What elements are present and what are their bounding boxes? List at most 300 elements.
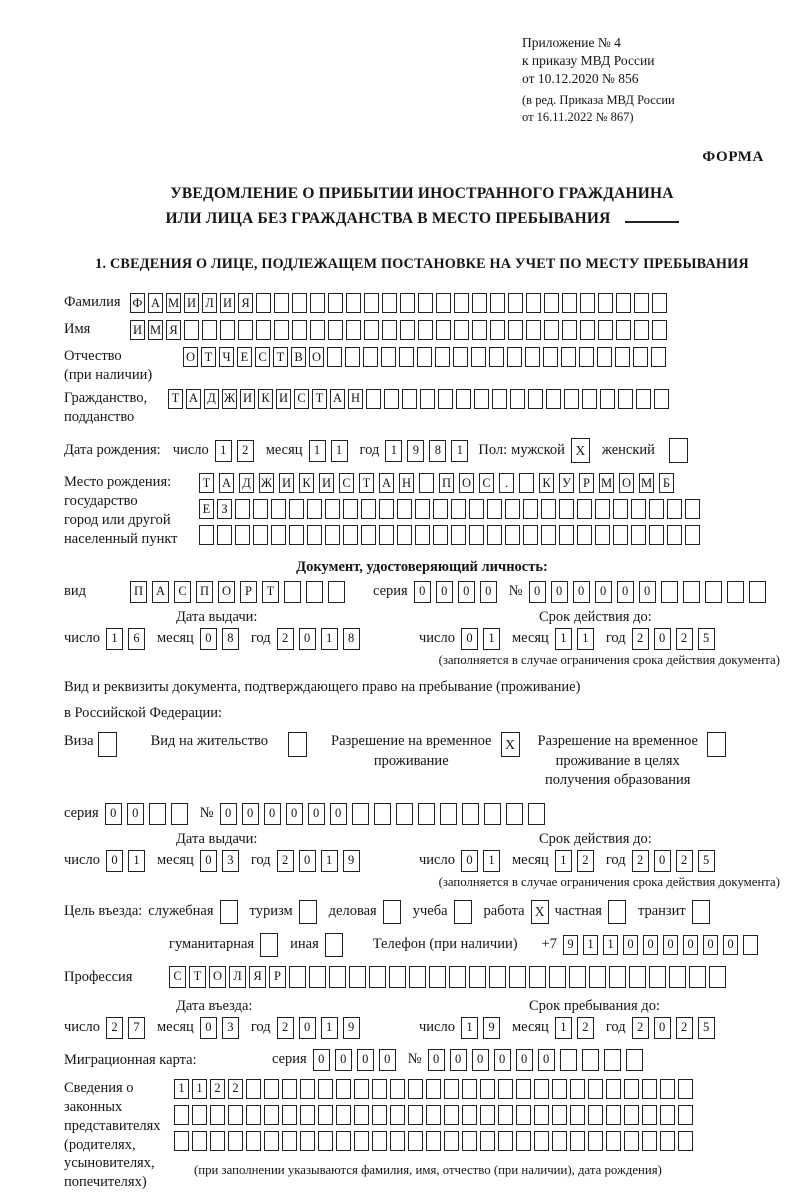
representatives-row1 <box>174 1079 693 1099</box>
char-cell <box>667 525 682 545</box>
char-cell <box>396 803 413 825</box>
migration-number-cells <box>428 1049 643 1071</box>
option-temp-residence-label: Разрешение на временное проживание <box>331 733 492 769</box>
char-cell: И <box>319 473 334 493</box>
char-cell: 9 <box>407 440 424 462</box>
char-cell <box>408 1079 423 1099</box>
char-cell <box>552 1105 567 1125</box>
char-cell <box>246 1131 261 1151</box>
entry-heading: Дата въезда: <box>176 997 253 1014</box>
char-cell <box>669 966 686 988</box>
migration-series-cells <box>313 1049 396 1071</box>
stay-day-label: число <box>419 1019 455 1036</box>
char-cell <box>426 1105 441 1125</box>
char-cell <box>426 1079 441 1099</box>
char-cell <box>282 1131 297 1151</box>
char-cell <box>588 1105 603 1125</box>
char-cell: О <box>309 347 324 367</box>
option-residence-permit-checkbox <box>288 732 307 757</box>
char-cell: С <box>169 966 186 988</box>
char-cell: 0 <box>461 628 478 650</box>
sex-label: Пол: <box>478 442 508 459</box>
phone-cells <box>563 935 758 955</box>
char-cell <box>604 1049 621 1071</box>
char-cell: 0 <box>723 935 738 955</box>
char-cell <box>606 1079 621 1099</box>
char-cell <box>582 389 597 409</box>
char-cell: А <box>148 293 163 313</box>
char-cell <box>171 803 188 825</box>
char-cell <box>469 525 484 545</box>
char-cell <box>595 525 610 545</box>
representatives-label: Сведения о законных представителях (родителях, усыновителях, попечителях) <box>64 1079 161 1191</box>
doc-issue-year-cells <box>277 628 360 650</box>
residence-number-cells <box>220 803 545 825</box>
char-cell <box>529 966 546 988</box>
doc-valid-year-cells <box>632 628 715 650</box>
char-cell <box>651 347 666 367</box>
char-cell <box>454 293 469 313</box>
entry-year-cells <box>277 1017 360 1039</box>
char-cell <box>364 293 379 313</box>
doc-issue-year-label: год <box>250 630 271 647</box>
char-cell: 0 <box>654 628 671 650</box>
stay-month-cells <box>555 1017 594 1039</box>
char-cell <box>372 1131 387 1151</box>
char-cell <box>336 1105 351 1125</box>
birth-place-block <box>64 473 780 548</box>
char-cell: 6 <box>128 628 145 650</box>
char-cell <box>325 499 340 519</box>
appendix-reference: Приложение № 4 к приказу МВД России от 10.12.2020 № 856 <box>522 35 655 86</box>
char-cell <box>534 1105 549 1125</box>
char-cell: Ф <box>130 293 145 313</box>
char-cell <box>582 1049 599 1071</box>
doc-issue-heading: Дата выдачи: <box>176 608 258 625</box>
residence-doc-note: (заполняется в случае ограничения срока действия документа) <box>438 874 780 889</box>
char-cell <box>562 320 577 340</box>
char-cell <box>510 389 525 409</box>
char-cell: 0 <box>480 581 497 603</box>
char-cell <box>274 320 289 340</box>
char-cell: 0 <box>330 803 347 825</box>
char-cell <box>361 499 376 519</box>
char-cell <box>480 1079 495 1099</box>
char-cell: 0 <box>106 850 123 872</box>
residence-series-cells <box>105 803 188 825</box>
stay-date <box>419 1017 780 1039</box>
char-cell: 0 <box>299 628 316 650</box>
char-cell <box>400 320 415 340</box>
char-cell: Р <box>579 473 594 493</box>
char-cell: 2 <box>106 1017 123 1039</box>
char-cell <box>289 499 304 519</box>
doc-issue-day-cells <box>106 628 145 650</box>
doc-valid-day-label: число <box>419 630 455 647</box>
char-cell: 1 <box>451 440 468 462</box>
char-cell: 1 <box>321 850 338 872</box>
char-cell <box>469 499 484 519</box>
char-cell: 1 <box>555 628 572 650</box>
char-cell: П <box>439 473 454 493</box>
char-cell: Р <box>240 581 257 603</box>
residence-valid-month-label: месяц <box>511 852 549 869</box>
entry-dates <box>64 1017 780 1039</box>
char-cell: 1 <box>555 1017 572 1039</box>
char-cell <box>480 1105 495 1125</box>
char-cell: К <box>299 473 314 493</box>
purpose-humanitarian-label: гуманитарная <box>169 936 255 953</box>
char-cell <box>217 525 232 545</box>
char-cell <box>438 389 453 409</box>
char-cell <box>199 525 214 545</box>
profession-label: Профессия <box>64 968 133 985</box>
char-cell <box>685 525 700 545</box>
char-cell <box>534 1079 549 1099</box>
purpose-transit-checkbox <box>692 900 710 924</box>
migration-number-label: № <box>407 1051 422 1068</box>
purpose-humanitarian-checkbox <box>260 933 278 957</box>
char-cell: 0 <box>461 850 478 872</box>
char-cell <box>346 293 361 313</box>
residence-issue-year-cells <box>277 850 360 872</box>
char-cell <box>235 525 250 545</box>
purpose-study-checkbox <box>454 900 472 924</box>
birth-year-label: год <box>359 442 380 459</box>
char-cell <box>300 1131 315 1151</box>
char-cell <box>588 1131 603 1151</box>
char-cell: Т <box>262 581 279 603</box>
representatives-block <box>64 1079 780 1192</box>
char-cell: Ч <box>219 347 234 367</box>
char-cell: О <box>619 473 634 493</box>
char-cell <box>210 1131 225 1151</box>
birth-year-cells <box>385 440 468 462</box>
char-cell: 9 <box>563 935 578 955</box>
birth-month-label: месяц <box>265 442 303 459</box>
sex-female-label: женский <box>601 442 655 459</box>
purpose-private-label: частная <box>554 903 602 920</box>
char-cell: Ж <box>222 389 237 409</box>
char-cell <box>306 581 323 603</box>
char-cell <box>569 966 586 988</box>
char-cell <box>174 1105 189 1125</box>
char-cell <box>507 347 522 367</box>
char-cell: 2 <box>277 628 294 650</box>
char-cell: 8 <box>222 628 239 650</box>
char-cell: Я <box>249 966 266 988</box>
char-cell <box>390 1105 405 1125</box>
char-cell: И <box>130 320 145 340</box>
entry-day-label: число <box>64 1019 100 1036</box>
char-cell: 1 <box>555 850 572 872</box>
char-cell <box>560 1049 577 1071</box>
char-cell <box>453 347 468 367</box>
char-cell: 0 <box>639 581 656 603</box>
char-cell <box>498 1105 513 1125</box>
purpose-business-checkbox <box>220 900 238 924</box>
purpose-label: Цель въезда: <box>64 903 143 920</box>
char-cell <box>418 803 435 825</box>
char-cell: Т <box>201 347 216 367</box>
sex-male-checkbox: X <box>571 438 590 463</box>
char-cell: Т <box>168 389 183 409</box>
option-visa-label: Виза <box>64 733 94 750</box>
char-cell <box>631 499 646 519</box>
stay-day-cells <box>461 1017 500 1039</box>
patronymic-row <box>64 347 780 385</box>
char-cell <box>300 1105 315 1125</box>
option-temp-residence-edu-label: Разрешение на временное проживание в целях получения образования <box>537 733 698 789</box>
char-cell: 2 <box>228 1079 243 1099</box>
char-cell: 0 <box>286 803 303 825</box>
char-cell <box>246 1105 261 1125</box>
form-title-line1: УВЕДОМЛЕНИЕ О ПРИБЫТИИ ИНОСТРАННОГО ГРАЖДАНИНА <box>170 185 674 203</box>
char-cell <box>654 389 669 409</box>
char-cell <box>559 525 574 545</box>
char-cell <box>282 1079 297 1099</box>
char-cell <box>546 389 561 409</box>
char-cell <box>418 320 433 340</box>
char-cell <box>246 1079 261 1099</box>
section1-heading: 1. СВЕДЕНИЯ О ЛИЦЕ, ПОДЛЕЖАЩЕМ ПОСТАНОВКЕ НА УЧЕТ ПО МЕСТУ ПРЕБЫВАНИЯ <box>95 256 749 273</box>
char-cell: 5 <box>698 850 715 872</box>
firstname-label: Имя <box>64 321 91 338</box>
char-cell <box>366 389 381 409</box>
residence-issue-date <box>64 850 419 872</box>
char-cell: 0 <box>220 803 237 825</box>
char-cell <box>390 1131 405 1151</box>
char-cell <box>472 293 487 313</box>
char-cell: 0 <box>379 1049 396 1071</box>
char-cell <box>678 1105 693 1125</box>
char-cell <box>264 1079 279 1099</box>
char-cell <box>489 966 506 988</box>
doc-valid-day-cells <box>461 628 500 650</box>
char-cell <box>624 1105 639 1125</box>
char-cell <box>526 320 541 340</box>
char-cell <box>336 1131 351 1151</box>
char-cell <box>580 320 595 340</box>
purpose-tourism-checkbox <box>299 900 317 924</box>
residence-valid-day-cells <box>461 850 500 872</box>
representatives-row2 <box>174 1105 693 1125</box>
option-visa-checkbox <box>98 732 117 757</box>
char-cell <box>660 1105 675 1125</box>
char-cell: М <box>599 473 614 493</box>
char-cell: 1 <box>577 628 594 650</box>
entry-month-cells <box>200 1017 239 1039</box>
char-cell <box>349 966 366 988</box>
stay-month-label: месяц <box>511 1019 549 1036</box>
char-cell <box>400 293 415 313</box>
char-cell: 1 <box>483 628 500 650</box>
char-cell: 0 <box>357 1049 374 1071</box>
char-cell <box>561 347 576 367</box>
char-cell <box>580 293 595 313</box>
char-cell <box>525 347 540 367</box>
entry-year-label: год <box>250 1019 271 1036</box>
char-cell: 0 <box>494 1049 511 1071</box>
char-cell <box>649 966 666 988</box>
char-cell <box>492 389 507 409</box>
char-cell: 0 <box>127 803 144 825</box>
char-cell <box>354 1079 369 1099</box>
char-cell <box>372 1079 387 1099</box>
char-cell <box>271 499 286 519</box>
char-cell: К <box>258 389 273 409</box>
char-cell: 1 <box>106 628 123 650</box>
char-cell: Ж <box>259 473 274 493</box>
char-cell: 0 <box>538 1049 555 1071</box>
entry-month-label: месяц <box>156 1019 194 1036</box>
char-cell <box>609 966 626 988</box>
char-cell <box>328 581 345 603</box>
char-cell: В <box>291 347 306 367</box>
char-cell: И <box>276 389 291 409</box>
char-cell: 0 <box>200 1017 217 1039</box>
char-cell <box>381 347 396 367</box>
char-cell: 1 <box>215 440 232 462</box>
char-cell <box>228 1105 243 1125</box>
char-cell <box>600 389 615 409</box>
char-cell <box>426 1131 441 1151</box>
birth-month-cells <box>309 440 348 462</box>
identity-doc-heading: Документ, удостоверяющий личность: <box>296 558 548 575</box>
char-cell: М <box>148 320 163 340</box>
char-cell: 0 <box>105 803 122 825</box>
purpose-work-checkbox: X <box>531 900 549 924</box>
char-cell <box>661 581 678 603</box>
doc-valid-heading: Срок действия до: <box>539 608 652 625</box>
identity-doc-note: (заполняется в случае ограничения срока действия документа) <box>438 652 780 667</box>
char-cell <box>552 1131 567 1151</box>
identity-doc-kind-row <box>64 581 780 603</box>
stay-year-cells <box>632 1017 715 1039</box>
sex-female-checkbox <box>669 438 688 463</box>
char-cell <box>451 525 466 545</box>
char-cell <box>456 389 471 409</box>
char-cell <box>516 1105 531 1125</box>
char-cell <box>469 966 486 988</box>
migration-series-label: серия <box>272 1051 307 1068</box>
char-cell: 0 <box>200 628 217 650</box>
char-cell <box>454 320 469 340</box>
residence-series-label: серия <box>64 805 99 822</box>
residence-valid-day-label: число <box>419 852 455 869</box>
char-cell: Т <box>359 473 374 493</box>
doc-issue-date <box>64 628 419 650</box>
char-cell <box>408 1105 423 1125</box>
char-cell: 9 <box>483 1017 500 1039</box>
birth-place-row1 <box>199 473 700 493</box>
char-cell <box>451 499 466 519</box>
char-cell <box>549 966 566 988</box>
entry-day-cells <box>106 1017 145 1039</box>
char-cell <box>589 966 606 988</box>
char-cell: З <box>217 499 232 519</box>
char-cell <box>629 966 646 988</box>
patronymic-label: Отчество (при наличии) <box>64 348 153 383</box>
char-cell <box>606 1105 621 1125</box>
char-cell <box>705 581 722 603</box>
char-cell <box>289 525 304 545</box>
char-cell <box>519 473 534 493</box>
char-cell: Л <box>202 293 217 313</box>
char-cell: 0 <box>299 1017 316 1039</box>
char-cell: К <box>539 473 554 493</box>
char-cell: А <box>219 473 234 493</box>
firstname-row <box>64 320 780 340</box>
form-title-line2 <box>64 207 780 232</box>
char-cell <box>435 347 450 367</box>
char-cell: 0 <box>643 935 658 955</box>
doc-valid-date <box>419 628 780 650</box>
char-cell: А <box>152 581 169 603</box>
char-cell <box>419 473 434 493</box>
char-cell: И <box>279 473 294 493</box>
birth-place-row2 <box>199 499 700 519</box>
char-cell <box>642 1079 657 1099</box>
char-cell: 3 <box>222 850 239 872</box>
char-cell <box>325 525 340 545</box>
char-cell <box>409 966 426 988</box>
char-cell <box>613 499 628 519</box>
char-cell <box>498 1079 513 1099</box>
char-cell: О <box>459 473 474 493</box>
residence-issue-heading: Дата выдачи: <box>176 830 258 847</box>
char-cell <box>440 803 457 825</box>
char-cell: Т <box>199 473 214 493</box>
char-cell <box>436 293 451 313</box>
char-cell <box>284 581 301 603</box>
residence-issue-day-cells <box>106 850 145 872</box>
char-cell: 0 <box>299 850 316 872</box>
char-cell <box>364 320 379 340</box>
char-cell: . <box>499 473 514 493</box>
doc-number-label: № <box>508 583 523 600</box>
birth-date-row <box>64 438 780 463</box>
char-cell <box>506 803 523 825</box>
char-cell <box>631 525 646 545</box>
char-cell <box>570 1131 585 1151</box>
purpose-row2 <box>169 933 780 957</box>
char-cell: 9 <box>343 1017 360 1039</box>
char-cell: 1 <box>483 850 500 872</box>
char-cell: А <box>186 389 201 409</box>
char-cell: 0 <box>450 1049 467 1071</box>
char-cell: 0 <box>617 581 634 603</box>
char-cell: 2 <box>210 1079 225 1099</box>
char-cell <box>328 293 343 313</box>
char-cell <box>489 347 504 367</box>
title-underline <box>625 210 679 223</box>
char-cell <box>570 1105 585 1125</box>
char-cell <box>192 1105 207 1125</box>
residence-date-headings <box>64 831 780 848</box>
char-cell: Т <box>312 389 327 409</box>
purpose-other-checkbox <box>325 933 343 957</box>
doc-valid-month-label: месяц <box>511 630 549 647</box>
option-temp-residence <box>331 732 519 791</box>
char-cell: 0 <box>264 803 281 825</box>
char-cell: 2 <box>577 1017 594 1039</box>
char-cell <box>346 320 361 340</box>
char-cell <box>597 347 612 367</box>
char-cell: 2 <box>577 850 594 872</box>
char-cell: 2 <box>632 850 649 872</box>
char-cell: 5 <box>698 1017 715 1039</box>
